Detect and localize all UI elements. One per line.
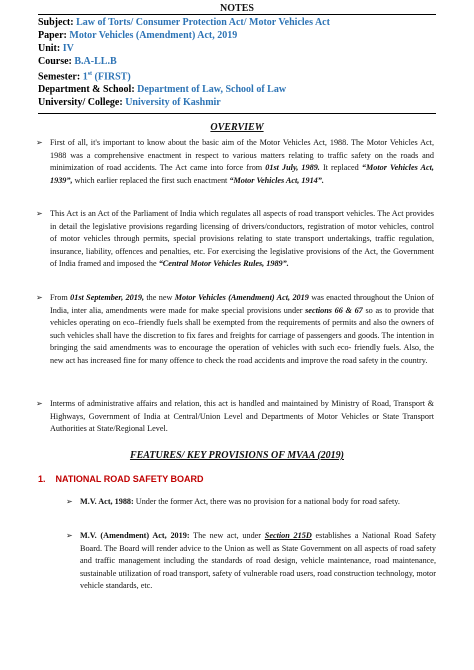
arrow-bullet-icon: ➢ (66, 497, 73, 506)
point-text: The new act, under (189, 531, 265, 540)
semester-suffix: st (87, 71, 93, 77)
department-value: Department of Law, School of Law (137, 84, 287, 96)
top-divider (38, 14, 436, 15)
subject-value: Law of Torts/ Consumer Protection Act/ Motor Vehicles Act (76, 17, 330, 28)
notes-title: NOTES (220, 3, 254, 14)
overview-bullet-1 (36, 137, 434, 187)
bullet-date: 01st September, 2019, (70, 293, 145, 302)
section-number: 1. (38, 474, 46, 484)
arrow-bullet-icon: ➢ (36, 209, 43, 218)
point-text: establishes a National Road Safety Board. The Board will render advice to the Union as well as State Government on all aspects of road safety and traffic management including the standards of road design, vehicle maintenance, road maintenance, sustainable utilization of road transport, safety of vulnerable road users, road construction technology, motor vehicle standards, etc. (80, 531, 437, 591)
paper-value: Motor Vehicles (Amendment) Act, 2019 (69, 30, 238, 41)
bullet-text: was enacted throughout the Union of India, inter alia, amendments were made for make special provisions under (50, 293, 435, 315)
subject-row (38, 16, 438, 29)
section-1-point-2 (66, 530, 437, 593)
bullet-text: This Act is an Act of the Parliament of India which regulates all aspects of road transport vehicles. The Act provides in detail the legislative provisions regarding licensing of drivers/conductors, registration of motor vehicles, control of motor vehicles through permits, special provisions relating to state transport undertakings, traffic regulation, insurance, liability, offences and penalties, etc. For exercising the legislative provisions of the Act, the Government of India framed and imposed the (50, 209, 434, 269)
subject-label: Subject: (38, 17, 74, 28)
unit-label: Unit: (38, 43, 61, 54)
university-value: University of Kashmir (125, 97, 221, 109)
semester-value: (FIRST) (94, 71, 131, 83)
university-label: University/ College: (38, 97, 123, 109)
course-row (38, 55, 438, 68)
bullet-text: From (50, 293, 71, 302)
bullet-rules-name: “Central Motor Vehicles Rules, 1989”. (158, 259, 289, 269)
bullet-sections: sections 66 & 67 (305, 305, 363, 315)
semester-number: 1 (82, 71, 88, 83)
bullet-act-name: Motor Vehicles (Amendment) Act, 2019 (174, 293, 309, 302)
paper-label: Paper: (38, 30, 67, 41)
features-heading: FEATURES/ KEY PROVISIONS OF MVAA (2019) (129, 450, 345, 461)
university-row (38, 96, 438, 109)
bullet-text: First of all, it's important to know about the basic aim of the Motor Vehicles Act, 1988. The Motor Vehicles Act, 1988 was a comprehensive enactment in respect to various matters relating to traffic safety on the roads and minimization of road accidents. The Act came into force from (50, 138, 434, 173)
point-text: Under the former Act, there was no provision for a national body for road safety. (133, 497, 400, 506)
point-label: M.V. (Amendment) Act, 2019: (80, 531, 190, 540)
arrow-bullet-icon: ➢ (36, 138, 43, 147)
paper-row (38, 29, 438, 42)
document-metadata (38, 16, 438, 109)
course-label: Course: (38, 56, 72, 67)
bullet-text: which earlier replaced the first such enactment (72, 175, 230, 185)
department-label: Department & School: (38, 84, 135, 96)
bullet-date: 01st July, 1989. (265, 163, 320, 173)
point-label: M.V. Act, 1988: (80, 497, 134, 506)
bullet-text: so as to provide that vehicles operating on eco–friendly fuels shall be exempted from the requirements of permits and also the owners of such vehicles shall have the discretion to fix fares and freights for carriage of passengers and goods. The intention in bringing the said amendments was to encourage the operation of vehicles with such eco- friendly fuels. Also, the new act has increased fine for many offence to check the road accidents and improve the road safety in the country. (50, 305, 434, 365)
bullet-act-name: “Motor Vehicles Act, 1914”. (229, 175, 324, 185)
arrow-bullet-icon: ➢ (36, 293, 43, 302)
bullet-act-name: “Motor Vehicles Act, 1939”, (50, 163, 434, 185)
bullet-text: It replaced (319, 163, 362, 173)
course-value: B.A-LL.B (74, 56, 117, 67)
semester-row (38, 68, 438, 83)
overview-bullet-4 (36, 398, 434, 436)
bullet-text: Interms of administrative affairs and relation, this act is handled and maintained by Ministry of Road, Transport & Highways, Government of India at Central/Union Level and Departments of Motor Vehicles or State Transport Authorities at State/Regional Level. (50, 399, 434, 434)
point-section-ref: Section 215D (264, 531, 312, 540)
section-title-text: NATIONAL ROAD SAFETY BOARD (55, 474, 204, 484)
arrow-bullet-icon: ➢ (66, 531, 73, 540)
department-row (38, 83, 438, 96)
section-1-title (38, 474, 204, 484)
arrow-bullet-icon: ➢ (36, 399, 43, 408)
overview-bullet-3 (36, 292, 435, 368)
overview-heading: OVERVIEW (210, 122, 264, 133)
bottom-divider (38, 113, 436, 114)
bullet-text: the new (144, 293, 175, 302)
section-1-point-1 (66, 496, 436, 509)
unit-value: IV (62, 43, 74, 54)
unit-row (38, 42, 438, 55)
semester-label: Semester: (38, 71, 81, 83)
overview-bullet-2 (36, 208, 434, 271)
